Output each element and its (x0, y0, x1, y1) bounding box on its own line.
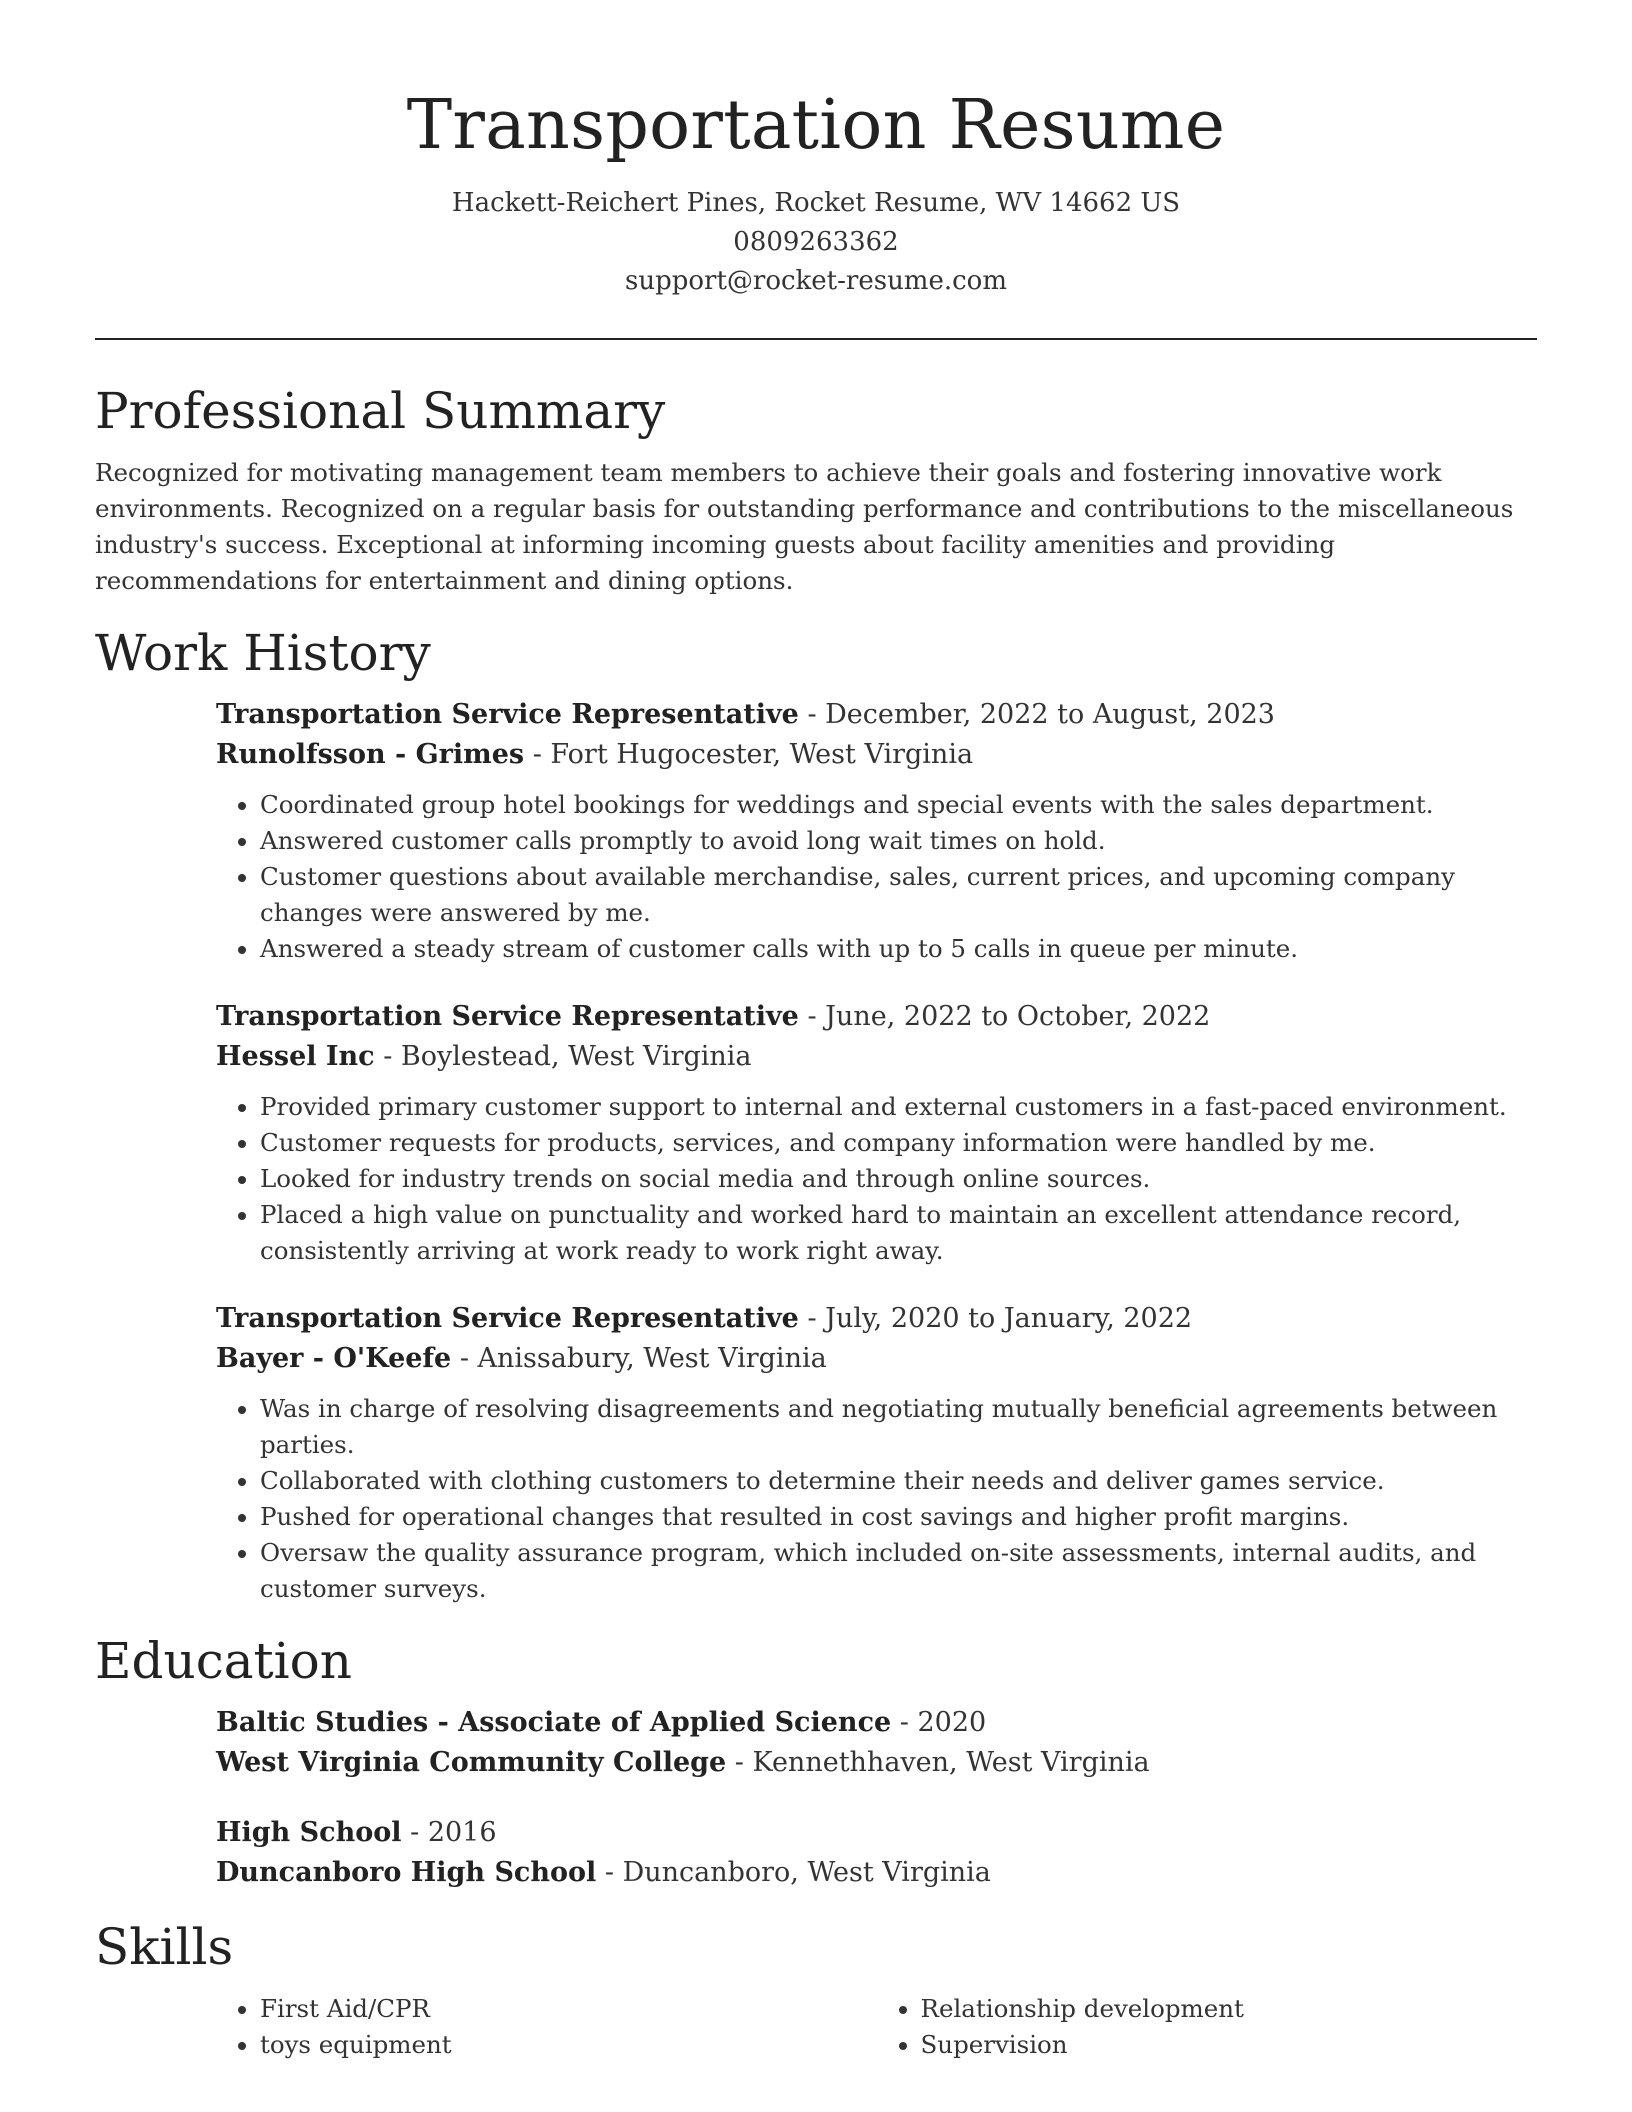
contact-address: Hackett-Reichert Pines, Rocket Resume, WV 14662 US (451, 188, 1181, 218)
job-title-line (216, 695, 1537, 735)
education-section (95, 1629, 1537, 1893)
list-item: • Customer questions about available merchandise, sales, current prices, and upcoming company changes were answered by me. (260, 859, 1537, 931)
skills-column-right (877, 1991, 1538, 2063)
education-degree: High School (216, 1817, 402, 1848)
education-degree-line (216, 1813, 1537, 1853)
work-history-heading: Work History (95, 624, 431, 682)
education-year: - 2016 (401, 1817, 497, 1848)
list-item: • Collaborated with clothing customers to determine their needs and deliver games service. (260, 1463, 1537, 1499)
education-location: - Kennethhaven, West Virginia (726, 1747, 1150, 1778)
list-item: • Coordinated group hotel bookings for weddings and special events with the sales department. (260, 787, 1537, 823)
job-role: Transportation Service Representative (216, 1303, 799, 1334)
skills-column-left (216, 1991, 877, 2063)
list-item: • Provided primary customer support to internal and external customers in a fast-paced environment. (260, 1089, 1537, 1125)
job-location: - Anissabury, West Virginia (451, 1343, 827, 1374)
summary-text: Recognized for motivating management team members to achieve their goals and fostering innovative work environments. Recognized on a regular basis for outstanding performance and contributions to the miscellaneous industry's success. Exceptional at informing incoming guests about facility amenities and providing recommendations for entertainment and dining options. (95, 458, 1514, 595)
summary-section (95, 379, 1537, 599)
job-list (216, 695, 1537, 1607)
job-role: Transportation Service Representative (216, 699, 799, 730)
education-entry (216, 1703, 1537, 1783)
job-entry (216, 1299, 1537, 1607)
education-school-line (216, 1853, 1537, 1893)
list-item: • Answered a steady stream of customer calls with up to 5 calls in queue per minute. (260, 931, 1537, 967)
job-location: - Boylestead, West Virginia (374, 1041, 752, 1072)
job-company-line (216, 1037, 1537, 1077)
list-item: • Relationship development (921, 1991, 1538, 2027)
education-year: - 2020 (891, 1707, 987, 1738)
job-entry (216, 695, 1537, 967)
list-item: • toys equipment (260, 2027, 877, 2063)
job-role: Transportation Service Representative (216, 1001, 799, 1032)
skills-heading: Skills (95, 1918, 234, 1976)
list-item: • Supervision (921, 2027, 1538, 2063)
job-company-line (216, 735, 1537, 775)
list-item: • Answered customer calls promptly to avoid long wait times on hold. (260, 823, 1537, 859)
job-dates: - June, 2022 to October, 2022 (798, 1001, 1211, 1032)
job-dates: - July, 2020 to January, 2022 (798, 1303, 1193, 1334)
job-company: Bayer - O'Keefe (216, 1343, 452, 1374)
contact-block (95, 184, 1537, 301)
job-bullets (216, 1391, 1537, 1607)
list-item: • Was in charge of resolving disagreements and negotiating mutually beneficial agreements between parties. (260, 1391, 1537, 1463)
education-school-line (216, 1743, 1537, 1783)
job-entry (216, 997, 1537, 1269)
contact-phone: 0809263362 (733, 227, 899, 257)
job-title-line (216, 1299, 1537, 1339)
job-title-line (216, 997, 1537, 1037)
job-company: Hessel Inc (216, 1041, 375, 1072)
education-degree: Baltic Studies - Associate of Applied Science (216, 1707, 892, 1738)
list-item: • Pushed for operational changes that resulted in cost savings and higher profit margins. (260, 1499, 1537, 1535)
list-item: • Looked for industry trends on social media and through online sources. (260, 1161, 1537, 1197)
list-item: • Placed a high value on punctuality and worked hard to maintain an excellent attendance record, consistently arriving at work ready to work right away. (260, 1197, 1537, 1269)
work-history-section (95, 621, 1537, 1607)
job-dates: - December, 2022 to August, 2023 (798, 699, 1275, 730)
list-item: • First Aid/CPR (260, 1991, 877, 2027)
education-school: Duncanboro High School (216, 1857, 597, 1888)
contact-email: support@rocket-resume.com (624, 266, 1007, 296)
job-bullets (216, 1089, 1537, 1269)
skills-section (95, 1915, 1537, 2063)
job-company-line (216, 1339, 1537, 1379)
resume-title: Transportation Resume (406, 86, 1226, 165)
list-item: • Oversaw the quality assurance program, which included on-site assessments, internal audits, and customer surveys. (260, 1535, 1537, 1607)
job-company: Runolfsson - Grimes (216, 739, 525, 770)
education-heading: Education (95, 1632, 352, 1690)
job-bullets (216, 787, 1537, 967)
summary-heading: Professional Summary (95, 382, 666, 440)
skills-grid (216, 1991, 1537, 2063)
header-divider (95, 338, 1537, 340)
education-list (216, 1703, 1537, 1893)
education-degree-line (216, 1703, 1537, 1743)
education-entry (216, 1813, 1537, 1893)
education-school: West Virginia Community College (216, 1747, 727, 1778)
resume-header (95, 0, 1537, 301)
job-location: - Fort Hugocester, West Virginia (524, 739, 974, 770)
list-item: • Customer requests for products, services, and company information were handled by me. (260, 1125, 1537, 1161)
education-location: - Duncanboro, West Virginia (596, 1857, 991, 1888)
